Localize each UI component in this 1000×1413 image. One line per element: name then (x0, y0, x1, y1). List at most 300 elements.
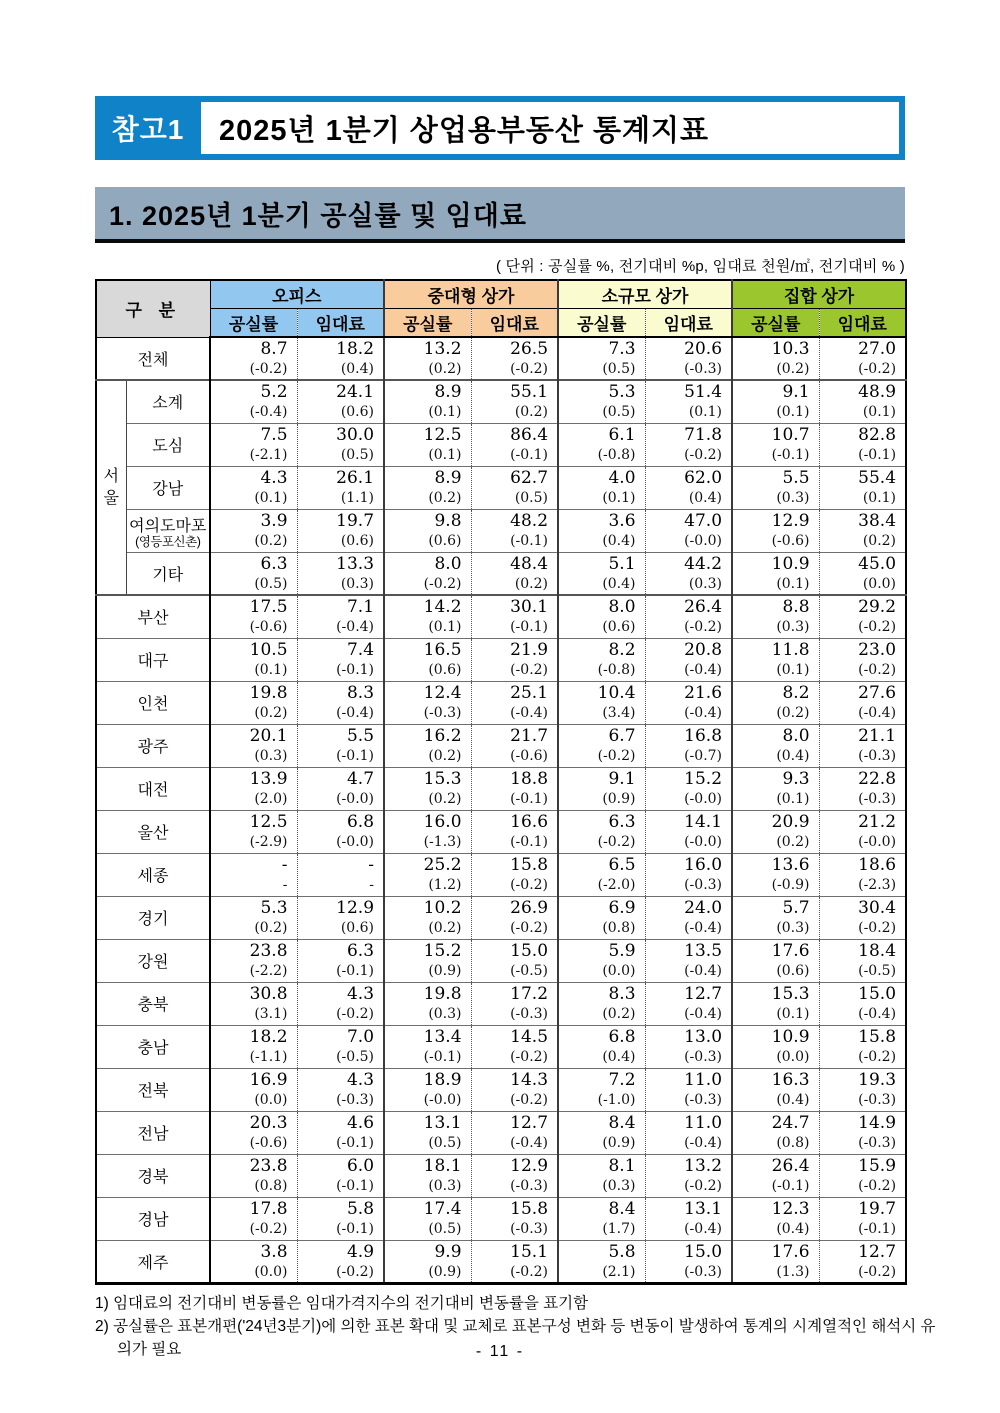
stat-change: (0.1) (776, 1006, 810, 1022)
stat-cell (819, 1025, 906, 1068)
stat-value: 17.4 (423, 1199, 462, 1219)
stat-value: 18.6 (858, 855, 897, 875)
stat-value: 15.1 (510, 1241, 549, 1262)
stat-cell (732, 1197, 819, 1240)
stat-value: 30.1 (510, 597, 549, 618)
stat-value: 7.5 (260, 425, 288, 445)
stat-cell (819, 1111, 906, 1154)
stat-cell (210, 1025, 297, 1068)
stat-change: (-0.3) (684, 361, 723, 377)
stat-change: (0.3) (776, 619, 810, 636)
stat-cell (558, 1240, 645, 1283)
stat-value: 12.7 (858, 1241, 897, 1262)
stat-cell (558, 939, 645, 982)
stat-change: (0.0) (254, 1092, 288, 1108)
stat-cell (210, 380, 297, 423)
stat-cell (819, 595, 906, 638)
region-label: 경남 (96, 1197, 210, 1240)
stat-change: (0.3) (688, 575, 723, 592)
stat-change: (-0.2) (510, 1092, 549, 1108)
stat-value: 12.5 (423, 425, 462, 445)
stat-value: 13.1 (423, 1113, 462, 1133)
stat-change: (-2.0) (597, 877, 636, 893)
stat-value: 8.7 (260, 339, 288, 359)
stat-cell (384, 810, 471, 853)
stat-change: (-0.8) (597, 447, 636, 463)
stat-change: (0.2) (254, 705, 288, 721)
table-row (96, 638, 906, 681)
stat-cell (471, 810, 558, 853)
stat-cell (819, 1197, 906, 1240)
stat-cell (297, 1025, 384, 1068)
stat-cell (471, 724, 558, 767)
table-row (96, 767, 906, 810)
stat-cell (471, 423, 558, 466)
stat-value: 9.1 (782, 382, 810, 403)
stat-change: (0.2) (602, 1006, 636, 1022)
stat-cell (297, 810, 384, 853)
stat-value: 16.9 (249, 1070, 288, 1090)
table-row (96, 509, 906, 552)
stat-cell (732, 1025, 819, 1068)
stat-change: (0.1) (428, 404, 462, 421)
stat-value: 6.5 (608, 855, 636, 875)
stat-change: (0.1) (254, 490, 288, 506)
stat-change: (0.5) (514, 490, 549, 506)
stat-cell (384, 1240, 471, 1283)
stat-cell (384, 939, 471, 982)
stat-change: (-0.6) (510, 748, 549, 764)
stat-cell (471, 1068, 558, 1111)
stat-value: 19.7 (858, 1199, 897, 1219)
stat-cell (645, 982, 732, 1025)
stat-value: 15.0 (510, 941, 549, 961)
stat-change: (-0.8) (597, 662, 636, 678)
stat-cell (732, 982, 819, 1025)
stat-change: (-0.3) (858, 791, 897, 807)
stat-change: (-0.4) (684, 1221, 723, 1237)
stat-change: (0.9) (602, 1135, 636, 1151)
stat-change: (1.1) (340, 490, 375, 506)
stat-value: 21.2 (858, 812, 897, 832)
stat-value: 8.3 (608, 984, 636, 1004)
stat-cell (471, 1111, 558, 1154)
stat-value: 4.9 (346, 1241, 375, 1262)
stat-change: (-0.2) (858, 619, 897, 636)
stat-cell (645, 552, 732, 595)
stat-change: (0.6) (602, 619, 636, 636)
stat-value: 5.5 (346, 726, 375, 746)
stat-cell (384, 1025, 471, 1068)
region-label-secondary: (영등포신촌) (135, 534, 201, 549)
stat-cell (471, 1025, 558, 1068)
stat-value: 4.6 (346, 1113, 375, 1133)
stat-cell (384, 681, 471, 724)
stat-cell (645, 1197, 732, 1240)
region-label: 여의도마포 (영등포신촌) (126, 509, 210, 552)
stat-value: 27.6 (858, 683, 897, 703)
stat-cell (645, 1240, 732, 1283)
stat-value: 16.0 (684, 855, 723, 875)
region-label: 강남 (126, 466, 210, 509)
stat-value: 16.8 (684, 726, 723, 746)
stat-cell (210, 853, 297, 896)
stat-cell (297, 1197, 384, 1240)
stat-value: 20.9 (771, 812, 810, 832)
stat-cell (297, 638, 384, 681)
stat-cell (732, 1240, 819, 1283)
table-row (96, 466, 906, 509)
stat-change: (-0.1) (771, 1178, 810, 1194)
stat-change: (-1.1) (249, 1049, 288, 1065)
stat-value: 12.5 (249, 812, 288, 832)
region-label: 대구 (96, 638, 210, 681)
stat-cell (297, 1111, 384, 1154)
stat-value: 26.1 (336, 468, 375, 488)
stat-change: (0.6) (340, 920, 375, 936)
stat-value: 16.3 (771, 1070, 810, 1090)
stat-change: (-0.3) (858, 1135, 897, 1151)
column-subheader: 임대료 (819, 309, 906, 338)
stat-value: 15.0 (684, 1241, 723, 1262)
stat-cell (819, 466, 906, 509)
stat-change: (-0.5) (336, 1049, 375, 1065)
stat-change: (0.1) (776, 791, 810, 807)
stat-cell (384, 1197, 471, 1240)
stat-cell (384, 380, 471, 423)
stat-cell (645, 681, 732, 724)
stat-value: 5.9 (608, 941, 636, 961)
stat-cell (558, 380, 645, 423)
stat-change: (-0.2) (510, 662, 549, 678)
stat-value: 19.8 (249, 683, 288, 703)
stat-value: 6.9 (608, 898, 636, 918)
stat-value: 16.6 (510, 812, 549, 832)
stat-change: (-0.2) (510, 1049, 549, 1065)
stat-value: 11.0 (684, 1113, 723, 1133)
stat-value: 30.0 (336, 425, 375, 445)
stat-cell (732, 767, 819, 810)
stat-cell (732, 337, 819, 380)
column-subheader: 공실률 (558, 309, 645, 338)
stat-cell (471, 767, 558, 810)
column-subheader: 공실률 (210, 309, 297, 338)
stat-cell (210, 638, 297, 681)
stat-cell (645, 939, 732, 982)
stat-cell (732, 853, 819, 896)
stat-value: 18.4 (858, 941, 897, 961)
stat-cell (471, 1240, 558, 1283)
stat-change: (0.1) (428, 447, 462, 463)
stat-value: 9.3 (782, 769, 810, 789)
stat-value: 14.2 (423, 597, 462, 618)
stat-value: 5.7 (782, 898, 810, 918)
stat-cell (210, 1154, 297, 1197)
stat-value: 3.9 (260, 511, 288, 531)
stat-change: (0.6) (776, 963, 810, 979)
stat-value: 13.1 (684, 1199, 723, 1219)
stat-change: (-0.2) (597, 748, 636, 764)
stat-change: (-0.1) (336, 748, 375, 764)
stat-change: (-0.2) (858, 1178, 897, 1194)
stat-value: 4.3 (346, 1070, 375, 1090)
stat-cell (297, 724, 384, 767)
table-row (96, 380, 906, 423)
table-row (96, 1111, 906, 1154)
stat-cell (471, 638, 558, 681)
stat-change: (-0.3) (858, 748, 897, 764)
stat-value: 3.6 (608, 511, 636, 531)
stat-value: 8.9 (434, 468, 462, 488)
stat-value: 6.3 (346, 941, 375, 961)
stat-change: - (282, 877, 288, 893)
region-label: 부산 (96, 595, 210, 638)
stat-value: 19.8 (423, 984, 462, 1004)
region-label: 충남 (96, 1025, 210, 1068)
stat-change: (-0.1) (336, 1221, 375, 1237)
stat-change: (0.1) (776, 404, 810, 421)
stat-change: (0.2) (428, 361, 462, 377)
stat-cell (210, 1111, 297, 1154)
stat-change: (-0.2) (336, 1263, 375, 1280)
region-label: 대전 (96, 767, 210, 810)
stat-change: (0.0) (254, 1263, 288, 1280)
stat-change: (0.4) (688, 490, 723, 506)
stat-cell (645, 466, 732, 509)
stat-change: (-1.3) (423, 834, 462, 850)
stat-cell (297, 896, 384, 939)
stat-value: 13.4 (423, 1027, 462, 1047)
stat-cell (732, 423, 819, 466)
stat-change: (0.4) (602, 533, 636, 549)
stat-cell (819, 896, 906, 939)
stat-change: (0.1) (776, 575, 810, 592)
stat-value: 10.3 (771, 339, 810, 359)
stat-change: (-0.2) (510, 877, 549, 893)
stat-change: (-0.4) (684, 963, 723, 979)
column-group-header: 중대형 상가 (384, 280, 558, 309)
stat-cell (732, 896, 819, 939)
stat-cell (819, 939, 906, 982)
stat-value: 18.2 (249, 1027, 288, 1047)
stat-change: (3.4) (602, 705, 636, 721)
stat-value: 6.3 (260, 553, 288, 574)
stat-cell (471, 595, 558, 638)
stat-change: (0.5) (340, 447, 375, 463)
stat-change: (0.2) (776, 361, 810, 377)
stat-value: 8.3 (346, 683, 375, 703)
stat-value: 48.4 (510, 553, 549, 574)
stat-cell (732, 1068, 819, 1111)
stat-value: 7.4 (346, 640, 375, 660)
stat-cell (558, 337, 645, 380)
stat-cell (558, 724, 645, 767)
stat-cell (471, 1197, 558, 1240)
stat-change: (-0.1) (510, 533, 549, 549)
stat-change: (-0.1) (510, 619, 549, 636)
table-row (96, 1197, 906, 1240)
stat-change: (-0.1) (510, 791, 549, 807)
stat-value: 24.7 (771, 1113, 810, 1133)
stat-value: 4.7 (346, 769, 375, 789)
stat-value: 8.2 (608, 640, 636, 660)
table-row (96, 853, 906, 896)
stat-value: 8.0 (608, 597, 636, 618)
stat-cell (384, 595, 471, 638)
stat-cell (558, 853, 645, 896)
stat-cell (558, 509, 645, 552)
stat-change: (-0.4) (684, 705, 723, 721)
stat-cell (732, 681, 819, 724)
stat-cell (471, 552, 558, 595)
stat-cell (471, 939, 558, 982)
stat-cell (384, 1068, 471, 1111)
stat-change: (-0.2) (858, 1049, 897, 1065)
stat-value: 24.0 (684, 898, 723, 918)
stat-cell (297, 595, 384, 638)
stat-change: (-0.0) (684, 834, 723, 850)
stat-change: (0.2) (776, 834, 810, 850)
stat-change: (-0.1) (336, 1135, 375, 1151)
stat-change: (-0.2) (597, 834, 636, 850)
stat-value: 55.1 (510, 382, 549, 403)
table-row (96, 939, 906, 982)
stat-cell (819, 552, 906, 595)
stat-value: 5.8 (346, 1199, 375, 1219)
stat-change: (0.2) (428, 748, 462, 764)
stat-cell (297, 982, 384, 1025)
stat-value: 51.4 (684, 382, 723, 403)
table-header (96, 280, 906, 337)
stat-cell (819, 810, 906, 853)
stat-change: (0.1) (428, 619, 462, 636)
column-subheader: 공실률 (384, 309, 471, 338)
stat-cell (645, 337, 732, 380)
stat-change: (0.4) (602, 575, 636, 592)
stat-cell (471, 380, 558, 423)
stat-change: (-2.2) (249, 963, 288, 979)
stat-value: 7.2 (608, 1070, 636, 1090)
stat-value: 16.2 (423, 726, 462, 746)
region-label: 기타 (126, 552, 210, 595)
stat-value: 24.1 (336, 382, 375, 403)
stat-change: (-0.0) (423, 1092, 462, 1108)
stat-value: 7.0 (346, 1027, 375, 1047)
stat-value: 86.4 (510, 425, 549, 445)
stat-cell (210, 337, 297, 380)
stat-cell (645, 1068, 732, 1111)
stat-value: 25.1 (510, 683, 549, 703)
stat-change: (-0.4) (684, 1006, 723, 1022)
stat-cell (384, 466, 471, 509)
stat-value: 15.2 (423, 941, 462, 961)
stat-value: 62.7 (510, 468, 549, 488)
footnote-1: 1) 임대료의 전기대비 변동률은 임대가격지수의 전기대비 변동률을 표기함 (95, 1294, 589, 1312)
stat-value: 12.9 (510, 1156, 549, 1176)
stat-change: (-2.3) (858, 877, 897, 893)
stat-change: (-0.1) (858, 447, 897, 463)
stat-value: 5.1 (608, 553, 636, 574)
stat-cell (645, 767, 732, 810)
stat-cell (819, 982, 906, 1025)
stat-value: 8.0 (434, 553, 462, 574)
stat-value: 7.1 (346, 597, 375, 618)
stat-cell (471, 337, 558, 380)
stat-value: 6.0 (346, 1156, 375, 1176)
stat-value: 8.2 (782, 683, 810, 703)
stat-change: (-0.3) (684, 1092, 723, 1108)
section-title: 1. 2025년 1분기 공실률 및 임대료 (95, 187, 905, 243)
stat-cell (819, 423, 906, 466)
stat-value: 19.3 (858, 1070, 897, 1090)
stat-value: 13.9 (249, 769, 288, 789)
stat-value: 13.5 (684, 941, 723, 961)
stat-value: 30.8 (249, 984, 288, 1004)
stat-change: (-0.3) (684, 877, 723, 893)
stat-cell (471, 509, 558, 552)
stat-change: (1.3) (776, 1263, 810, 1280)
stat-value: 47.0 (684, 511, 723, 531)
region-label: 인천 (96, 681, 210, 724)
stat-change: (0.5) (602, 361, 636, 377)
stat-change: (-0.0) (336, 834, 375, 850)
table-row (96, 1025, 906, 1068)
page-title: 2025년 1분기 상업용부동산 통계지표 (201, 102, 899, 154)
stat-change: (0.1) (862, 404, 897, 421)
stat-value: 12.7 (684, 984, 723, 1004)
stat-change: (0.1) (776, 662, 810, 678)
stat-cell (732, 810, 819, 853)
stat-cell (645, 1111, 732, 1154)
stat-cell (210, 982, 297, 1025)
stat-value: 21.7 (510, 726, 549, 746)
stat-cell (819, 681, 906, 724)
stat-cell (384, 423, 471, 466)
stat-change: (-0.2) (510, 361, 549, 377)
stat-value: 10.2 (423, 898, 462, 918)
stat-cell (819, 1240, 906, 1283)
column-group-header: 집합 상가 (732, 280, 906, 309)
stat-value: 16.0 (423, 812, 462, 832)
stat-value: 17.6 (771, 1241, 810, 1262)
stat-change: (0.4) (776, 748, 810, 764)
stat-cell (558, 638, 645, 681)
stat-change: (0.1) (688, 404, 723, 421)
table-row (96, 810, 906, 853)
stat-change: (0.3) (776, 490, 810, 506)
table-body (96, 337, 906, 1283)
stat-cell (732, 1154, 819, 1197)
stat-value: 18.2 (336, 339, 375, 359)
stat-change: (-0.4) (510, 1135, 549, 1151)
stat-value: 48.9 (858, 382, 897, 403)
stat-cell (210, 1068, 297, 1111)
stat-change: (3.1) (254, 1006, 288, 1022)
stat-change: (0.2) (428, 920, 462, 936)
stat-change: (0.6) (340, 533, 375, 549)
stat-cell (471, 896, 558, 939)
stat-value: 12.4 (423, 683, 462, 703)
stat-cell (645, 853, 732, 896)
stat-change: (-0.1) (858, 1221, 897, 1237)
stat-cell (558, 423, 645, 466)
stat-change: (1.2) (428, 877, 462, 893)
stat-value: 17.8 (249, 1199, 288, 1219)
stat-cell (558, 466, 645, 509)
stat-cell (732, 595, 819, 638)
stat-value: 26.5 (510, 339, 549, 359)
stat-cell (732, 466, 819, 509)
